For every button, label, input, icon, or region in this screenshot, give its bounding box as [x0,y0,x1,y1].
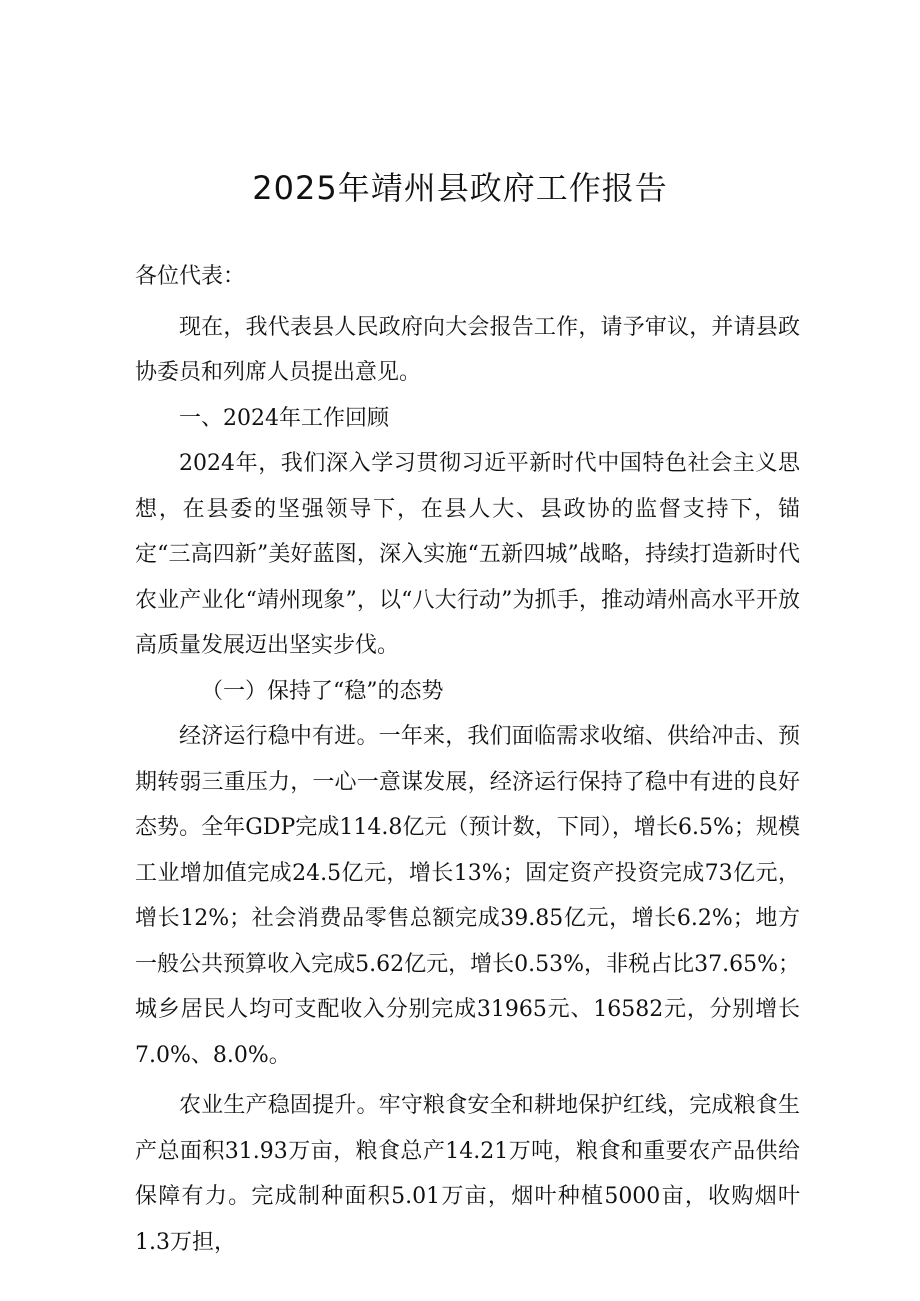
section-heading: 一、2024年工作回顾 [179,405,389,431]
document-body [135,254,800,1265]
agriculture-paragraph: 农业生产稳固提升。牢守粮食安全和耕地保护红线，完成粮食生产总面积31.93万亩，粮食总产14.21万吨，粮食和重要农产品供给保障有力。完成制种面积5.01万亩，烟叶种植5000亩，收购烟叶1.3万担， [135,1093,800,1255]
overview-paragraph: 2024年，我们深入学习贯彻习近平新时代中国特色社会主义思想，在县委的坚强领导下，在县人大、县政协的监督支持下，锚定“三高四新”美好蓝图，深入实施“五新四城”战略，持续打造新时代农业产业化“靖州现象”，以“八大行动”为抓手，推动靖州高水平开放高质量发展迈出坚实步伐。 [135,451,800,658]
document-title: 2025年靖州县政府工作报告 [252,169,668,207]
salutation: 各位代表： [135,264,246,289]
subsection-heading: （一）保持了“稳”的态势 [201,678,444,704]
intro-paragraph: 现在，我代表县人民政府向大会报告工作，请予审议，并请县政协委员和列席人员提出意见。 [135,314,800,385]
economy-paragraph: 经济运行稳中有进。一年来，我们面临需求收缩、供给冲击、预期转弱三重压力，一心一意谋发展，经济运行保持了稳中有进的良好态势。全年GDP完成114.8亿元（预计数，下同），增长6.5%；规模工业增加值完成24.5亿元，增长13%；固定资产投资完成73亿元，增长12%；社会消费品零售总额完成39.85亿元，增长6.2%；地方一般公共预算收入完成5.62亿元，增长0.53%，非税占比37.65%；城乡居民人均可支配收入分别完成31965元、16582元，分别增长7.0%、8.0%。 [135,724,800,1068]
